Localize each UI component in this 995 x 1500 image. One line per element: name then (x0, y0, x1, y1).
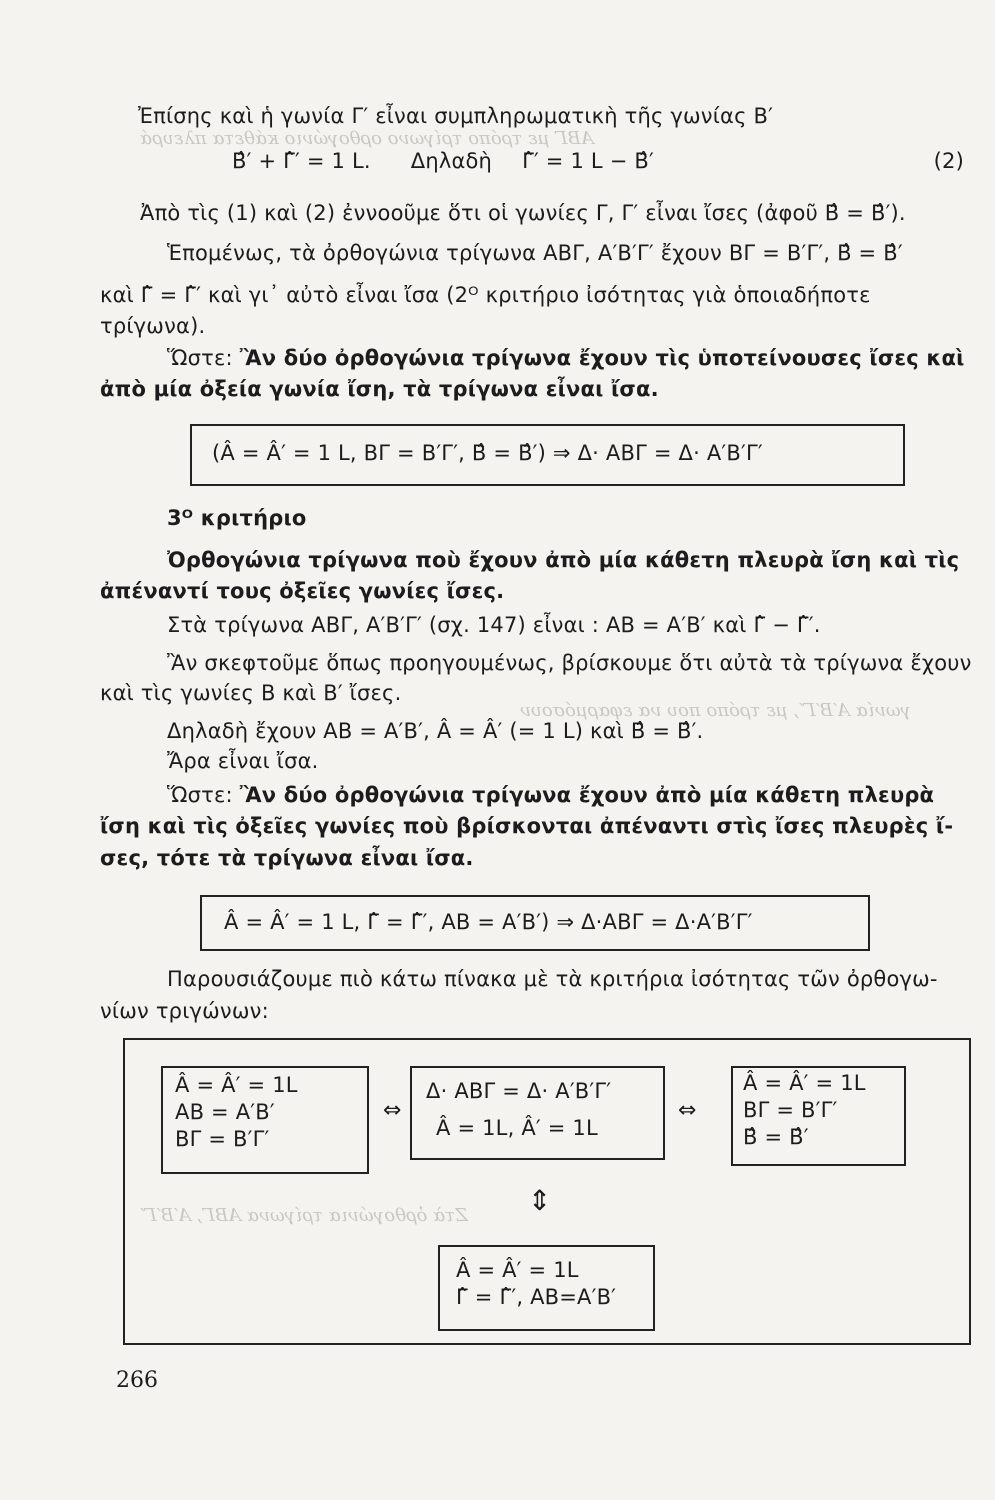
text-line: Ἄρα εἶναι ἴσα. (167, 749, 319, 773)
text-line: Ἐπίσης καὶ ἡ γωνία Γ′ εἶναι συμπληρωματικὴ τῆς γωνίας Β′ (138, 104, 774, 128)
bleed-through-text: γωνία Α′Β′Γ′, με τρόπο που να εφαρμόσουν (520, 700, 912, 721)
table-line: Δ· ΑΒΓ = Δ· Α′Β′Γ′ (426, 1079, 612, 1103)
text-line: Ἂν σκεφτοῦμε ὅπως προηγουμένως, βρίσκουμε ὅτι αὐτὰ τὰ τρίγωνα ἔχουν (167, 651, 972, 675)
table-line: ΒΓ = Β′Γ′ (743, 1098, 838, 1122)
theorem-line (167, 345, 965, 371)
so-label: Ὥστε: (167, 783, 233, 807)
table-line: Â = Â′ = 1L (743, 1071, 866, 1095)
formula-text: (Â = Â′ = 1 L, ΒΓ = Β′Γ′, Β̂ = Β̂′) ⇒ Δ· ΑΒΓ = Δ· Α′Β′Γ′ (212, 441, 763, 465)
theorem-line (167, 782, 934, 808)
text-line: Δηλαδὴ ἔχουν ΑΒ = Α′Β′, Â = Â′ (= 1 L) καὶ Β̂ = Β̂′. (167, 719, 704, 743)
table-line: ΑΒ = Α′Β′ (175, 1100, 275, 1124)
equivalence-arrow-vertical: ⇕ (528, 1184, 552, 1217)
text-line: Ἑπομένως, τὰ ὀρθογώνια τρίγωνα ΑΒΓ, Α′Β′Γ′ ἔχουν ΒΓ = Β′Γ′, Β̂ = Β̂′ (167, 241, 903, 265)
criteria-table (123, 1038, 971, 1345)
bleed-through-text: ΑΒΓ με τρόπο τρίγωνο ορθογώνιο κάθετα πλευρά (140, 128, 594, 149)
table-cell-bottom (438, 1245, 655, 1331)
so-label: Ὥστε: (167, 346, 233, 370)
page-number: 266 (116, 1368, 158, 1393)
equation-line (232, 148, 964, 174)
theorem-line: σες, τότε τὰ τρίγωνα εἶναι ἴσα. (100, 846, 474, 870)
equation-number: (2) (933, 149, 964, 173)
text-line: Στὰ τρίγωνα ΑΒΓ, Α′Β′Γ′ (σχ. 147) εἶναι : ΑΒ = Α′Β′ καὶ Γ̂ − Γ̂′. (167, 613, 821, 637)
text-line: καὶ τὶς γωνίες Β καὶ Β′ ἴσες. (100, 681, 402, 705)
theorem-line: ἴση καὶ τὶς ὀξεῖες γωνίες ποὺ βρίσκονται ἀπέναντι στὶς ἴσες πλευρὲς ἴ- (100, 814, 954, 838)
formula-text: Â = Â′ = 1 L, Γ̂ = Γ̂′, ΑΒ = Α′Β′) ⇒ Δ·ΑΒΓ = Δ·Α′Β′Γ′ (224, 910, 753, 934)
table-cell-center (410, 1066, 665, 1160)
table-cell-right (731, 1066, 906, 1166)
table-line: Â = Â′ = 1L (175, 1073, 298, 1097)
criterion-line: Ὀρθογώνια τρίγωνα ποὺ ἔχουν ἀπὸ μία κάθετη πλευρὰ ἴση καὶ τὶς (167, 548, 960, 572)
text-line: νίων τριγώνων: (100, 999, 269, 1023)
formula-box (190, 424, 905, 486)
table-cell-left (161, 1066, 369, 1174)
bleed-through-text: Ζτὰ ὀρθογώνια τρίγωνα ΑΒΓ, Α′Β′Γ′ (140, 1205, 468, 1226)
formula-box (200, 895, 870, 951)
text-line: Ἀπὸ τὶς (1) καὶ (2) ἐννοοῦμε ὅτι οἱ γωνίες Γ, Γ′ εἶναι ἴσες (ἀφοῦ Β̂ = Β̂′). (140, 201, 906, 225)
criterion-line: ἀπέναντί τους ὀξεῖες γωνίες ἴσες. (100, 579, 505, 603)
text-line: τρίγωνα). (100, 314, 206, 338)
text-line: Παρουσιάζουμε πιὸ κάτω πίνακα μὲ τὰ κριτήρια ἰσότητας τῶν ὀρθογω- (167, 967, 938, 991)
equivalence-arrow: ⇔ (383, 1098, 402, 1123)
equation-part: Β̂′ + Γ̂′ = 1 L. (232, 149, 371, 173)
table-line: Γ̂ = Γ̂′, ΑΒ=Α′Β′ (456, 1285, 617, 1309)
table-line: Β̂ = Β̂′ (743, 1125, 809, 1149)
equation-part: Γ̂′ = 1 L − Β̂′ (522, 149, 654, 173)
theorem-text: Ἂν δύο ὀρθογώνια τρίγωνα ἔχουν τὶς ὑποτείνουσες ἴσες καὶ (239, 346, 965, 370)
section-heading: 3ᴼ κριτήριο (167, 506, 307, 530)
theorem-text: Ἂν δύο ὀρθογώνια τρίγωνα ἔχουν ἀπὸ μία κάθετη πλευρὰ (239, 783, 935, 807)
equivalence-arrow: ⇔ (678, 1098, 697, 1123)
theorem-line: ἀπὸ μία ὀξεία γωνία ἴση, τὰ τρίγωνα εἶναι ἴσα. (100, 377, 659, 401)
text-line: καὶ Γ̂ = Γ̂′ καὶ γι᾽ αὐτὸ εἶναι ἴσα (2ᴼ κριτήριο ἰσότητας γιὰ ὁποιαδήποτε (100, 283, 871, 307)
table-line: Â = 1L, Â′ = 1L (436, 1116, 598, 1140)
equation-word: Δηλαδὴ (410, 149, 493, 173)
table-line: ΒΓ = Β′Γ′ (175, 1127, 270, 1151)
table-line: Â = Â′ = 1L (456, 1258, 579, 1282)
